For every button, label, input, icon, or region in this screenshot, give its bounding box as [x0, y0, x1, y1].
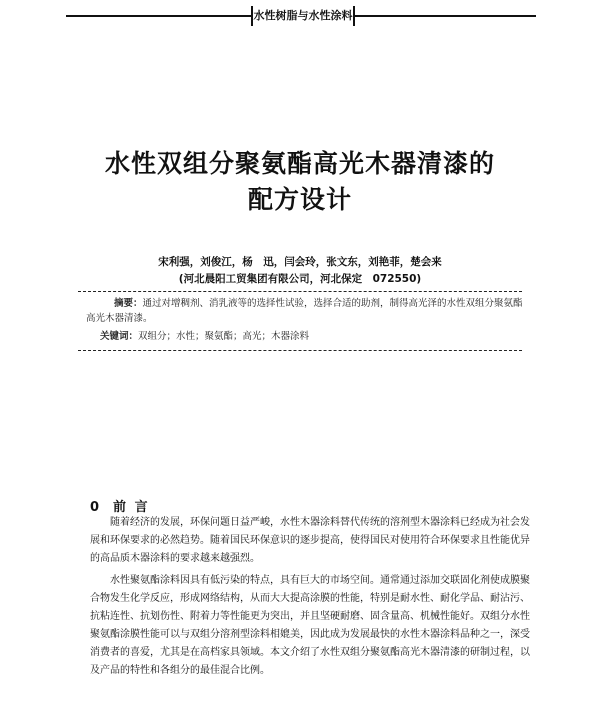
header-rule-left	[66, 15, 251, 17]
keywords-text: 双组分；水性；聚氨酯；高光；木器涂料	[138, 331, 310, 342]
abstract-rule-top	[78, 291, 522, 292]
paper-title-line-2: 配方设计	[247, 185, 352, 214]
author-list: 宋利强，刘俊江，杨 迅，闫会玲，张文东，刘艳菲，楚会来	[158, 256, 442, 268]
abstract-text: 通过对增稠剂、消乳液等的选择性试验，选择合适的助剂，制得高光泽的水性双组分聚氨酯高光木器清漆。	[86, 298, 523, 324]
abstract-rule-bottom	[78, 350, 522, 351]
section-number: 0	[90, 500, 102, 515]
running-header: 水性树脂与水性涂料	[251, 6, 355, 26]
keywords-block	[100, 329, 520, 344]
abstract-block	[86, 296, 526, 326]
paragraph-2-text: 水性聚氨酯涂料因具有低污染的特点，具有巨大的市场空间。通常通过添加交联固化剂使成膜聚合物发生化学反应，形成网络结构，从而大大提高涂膜的性能，特别是耐水性、耐化学品、耐沾污、抗粘连性、抗划伤性、附着力等性能更为突出，并且坚硬耐磨、固含量高、机械性能好。双组分水性聚氨酯涂膜性能可以与双组分溶剂型涂料相媲美，因此成为发展最快的水性木器涂料品种之一，深受消费者的喜爱，尤其是在高档家具领域。本文介绍了水性双组分聚氨酯高光木器清漆的研制过程，以及产品的特性和各组分的最佳混合比例。	[90, 575, 530, 676]
body-paragraph-1	[90, 514, 530, 568]
paragraph-1-text: 随着经济的发展，环保问题日益严峻，水性木器涂料替代传统的溶剂型木器涂料已经成为社会发展和环保要求的必然趋势。随着国民环保意识的逐步提高，使得国民对使用符合环保要求且性能优异的高品质木器涂料的要求越来越强烈。	[90, 517, 530, 564]
section-heading	[90, 496, 150, 515]
paper-title-line-1: 水性双组分聚氨酯高光木器清漆的	[104, 149, 495, 178]
section-title: 前 言	[113, 500, 150, 515]
abstract-label: 摘要：	[114, 298, 143, 309]
affiliation: (河北晨阳工贸集团有限公司，河北保定 072550)	[178, 273, 422, 285]
header-rule-right	[355, 15, 536, 17]
keywords-label: 关键词：	[100, 331, 139, 342]
body-paragraph-2	[90, 572, 530, 680]
